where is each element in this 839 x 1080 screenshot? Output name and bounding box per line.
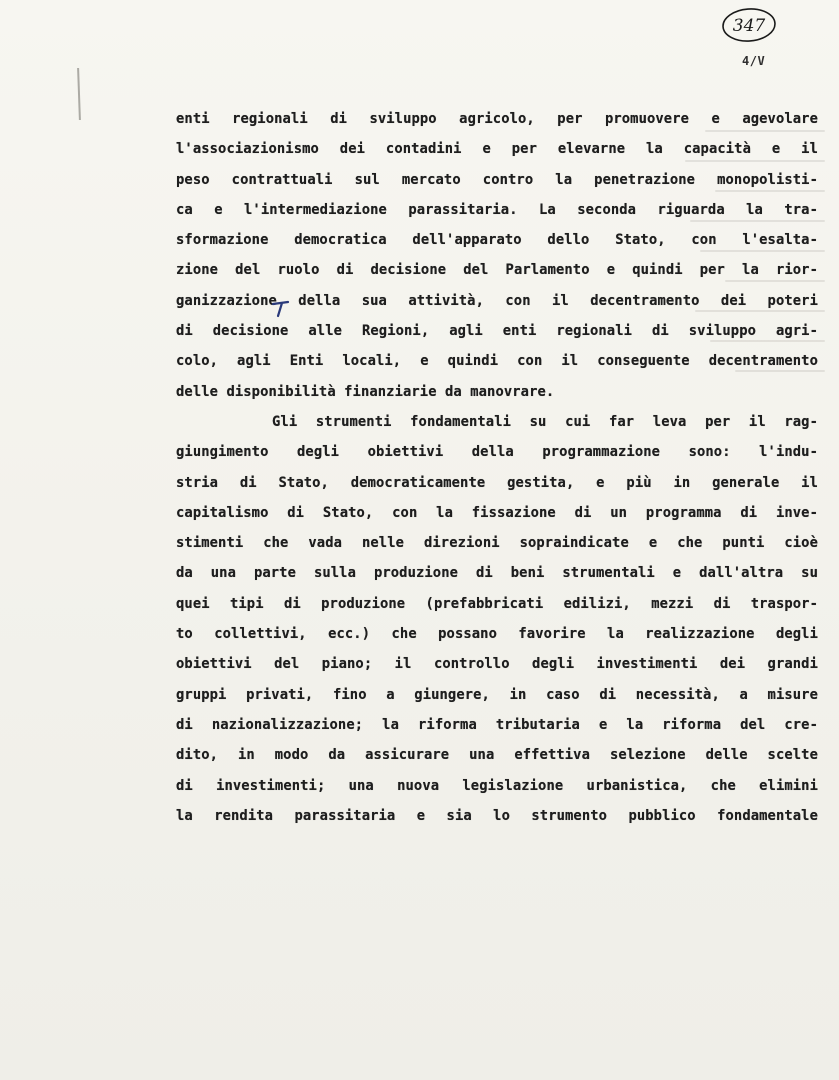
page-stamp-number: 347	[732, 16, 766, 36]
page-number-stamp	[719, 4, 779, 44]
text-line: ca e l'intermediazione parassitaria. La seconda riguarda la tra-	[176, 201, 818, 218]
margin-pencil-mark	[77, 68, 81, 120]
text-line: la rendita parassitaria e sia lo strumento pubblico fondamentale	[176, 807, 818, 824]
text-line: stimenti che vada nelle direzioni sopraindicate e che punti cioè	[176, 535, 818, 552]
text-line: delle disponibilità finanziarie da manovrare.	[176, 383, 555, 400]
text-line: Gli strumenti fondamentali su cui far leva per il rag-	[272, 413, 818, 430]
text-line: l'associazionismo dei contadini e per elevarne la capacità e il	[176, 141, 818, 158]
text-line: stria di Stato, democraticamente gestita, e più in generale il	[176, 474, 818, 491]
body-text	[176, 104, 818, 831]
text-line: colo, agli Enti locali, e quindi con il conseguente decentramento	[176, 353, 818, 370]
text-line: sformazione democratica dell'apparato dello Stato, con l'esalta-	[176, 232, 818, 249]
text-line: peso contrattuali sul mercato contro la penetrazione monopolisti-	[176, 171, 818, 188]
text-line: giungimento degli obiettivi della programmazione sono: l'indu-	[176, 444, 818, 461]
page-reference: 4/V	[742, 54, 766, 68]
text-line: obiettivi del piano; il controllo degli investimenti dei grandi	[176, 656, 818, 673]
text-line: ganizzazione della sua attività, con il decentramento dei poteri	[176, 292, 818, 309]
text-line: di investimenti; una nuova legislazione urbanistica, che elimini	[176, 777, 818, 794]
text-line: dito, in modo da assicurare una effettiva selezione delle scelte	[176, 747, 818, 764]
text-line: di nazionalizzazione; la riforma tributaria e la riforma del cre-	[176, 716, 818, 733]
pen-correction-icon	[270, 298, 292, 320]
text-line: zione del ruolo di decisione del Parlamento e quindi per la rior-	[176, 262, 818, 279]
text-line: to collettivi, ecc.) che possano favorire la realizzazione degli	[176, 626, 818, 643]
text-line: quei tipi di produzione (prefabbricati edilizi, mezzi di traspor-	[176, 595, 818, 612]
text-line: capitalismo di Stato, con la fissazione di un programma di inve-	[176, 504, 818, 521]
paragraph-1	[176, 104, 818, 407]
text-line: di decisione alle Regioni, agli enti regionali di sviluppo agri-	[176, 323, 818, 340]
text-line: gruppi privati, fino a giungere, in caso di necessità, a misure	[176, 686, 818, 703]
paragraph-2	[176, 407, 818, 831]
handwritten-correction-mark	[270, 298, 292, 320]
text-line: da una parte sulla produzione di beni strumentali e dall'altra su	[176, 565, 818, 582]
text-line: enti regionali di sviluppo agricolo, per promuovere e agevolare	[176, 111, 818, 127]
circled-number-icon	[719, 4, 779, 44]
